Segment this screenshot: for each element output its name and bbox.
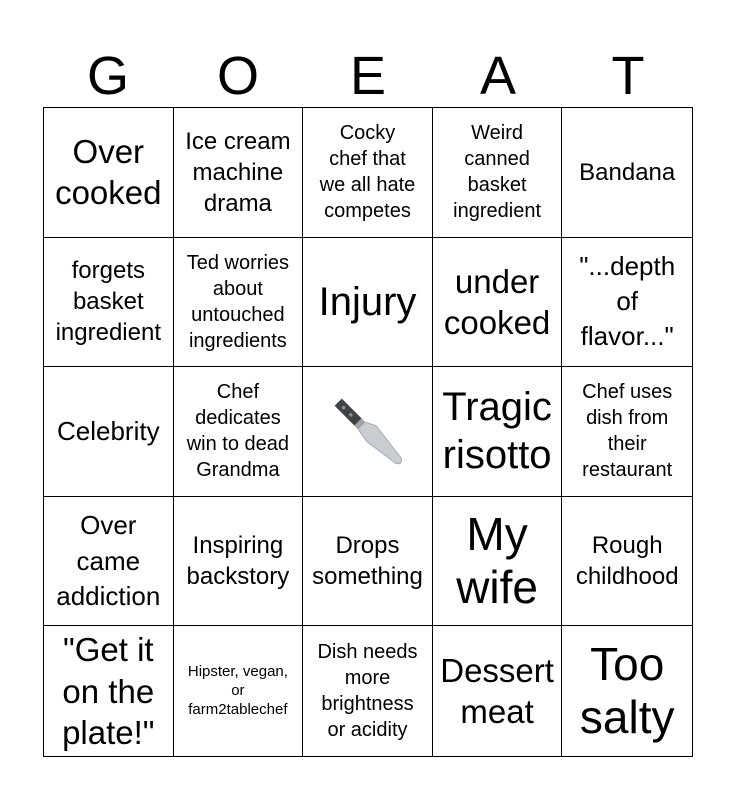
bingo-cell-text: Dish needs more brightness or acidity	[317, 641, 418, 742]
bingo-cell[interactable]	[174, 238, 304, 368]
bingo-cell-text: Over came addiction	[56, 510, 161, 611]
bingo-cell[interactable]	[174, 626, 304, 756]
bingo-cell[interactable]	[303, 108, 433, 238]
bingo-cell-text: Chef uses dish from their restaurant	[582, 381, 673, 482]
bingo-cell-text: Weird canned basket ingredient	[453, 122, 542, 223]
bingo-cell-text: Hipster, vegan, or farm2tablechef	[187, 663, 288, 718]
bingo-cell-text: Ted worries about untouched ingredients	[186, 251, 290, 352]
bingo-cell-text: Bandana	[579, 158, 676, 186]
bingo-cell-text: under cooked	[443, 262, 551, 341]
bingo-cell[interactable]	[562, 108, 692, 238]
bingo-cell[interactable]	[562, 626, 692, 756]
bingo-cell-text: Cocky chef that we all hate competes	[319, 122, 416, 223]
bingo-cell-text: Inspiring backstory	[186, 531, 290, 591]
bingo-cell[interactable]	[433, 497, 563, 627]
header-letter-o: O	[216, 46, 259, 106]
bingo-cell[interactable]	[44, 497, 174, 627]
bingo-cell[interactable]	[433, 367, 563, 497]
bingo-cell[interactable]	[303, 497, 433, 627]
bingo-cell-text: Ice cream machine drama	[185, 127, 291, 217]
bingo-cell[interactable]	[44, 626, 174, 756]
bingo-cell-text: forgets basket ingredient	[55, 257, 161, 347]
bingo-cell-text: Chef dedicates win to dead Grandma	[186, 381, 290, 482]
header-letter-e: E	[349, 46, 387, 106]
bingo-cell[interactable]	[44, 108, 174, 238]
bingo-cell[interactable]	[562, 238, 692, 368]
bingo-cell-text: My wife	[456, 508, 538, 614]
bingo-cell[interactable]	[562, 367, 692, 497]
bingo-cell-text: Celebrity	[57, 415, 160, 446]
free-space-cell[interactable]	[303, 367, 433, 497]
bingo-cell-text: "...depth of flavor..."	[579, 251, 676, 352]
header-letter-t: T	[611, 46, 645, 106]
bingo-cell[interactable]	[433, 626, 563, 756]
bingo-cell-text: Rough childhood	[575, 531, 679, 591]
bingo-cell-text: Drops something	[312, 531, 423, 591]
bingo-cell-text: Tragic risotto	[442, 385, 552, 478]
bingo-cell[interactable]	[174, 497, 304, 627]
knife-icon	[322, 386, 412, 476]
header-letter-g: G	[86, 46, 129, 106]
bingo-cell-text: Too salty	[579, 638, 675, 744]
bingo-header	[43, 44, 693, 108]
bingo-cell[interactable]	[303, 238, 433, 368]
bingo-cell-text: Injury	[318, 279, 417, 324]
bingo-cell-text: Dessert meat	[440, 651, 554, 731]
bingo-cell[interactable]	[44, 238, 174, 368]
bingo-cell[interactable]	[174, 367, 304, 497]
bingo-board	[43, 107, 693, 757]
bingo-cell-text: Over cooked	[55, 133, 162, 212]
bingo-cell[interactable]	[303, 626, 433, 756]
bingo-cell[interactable]	[44, 367, 174, 497]
bingo-cell[interactable]	[562, 497, 692, 627]
header-letter-a: A	[479, 46, 517, 106]
bingo-cell[interactable]	[433, 108, 563, 238]
bingo-cell[interactable]	[174, 108, 304, 238]
bingo-cell[interactable]	[433, 238, 563, 368]
bingo-cell-text: "Get it on the plate!"	[62, 631, 155, 751]
